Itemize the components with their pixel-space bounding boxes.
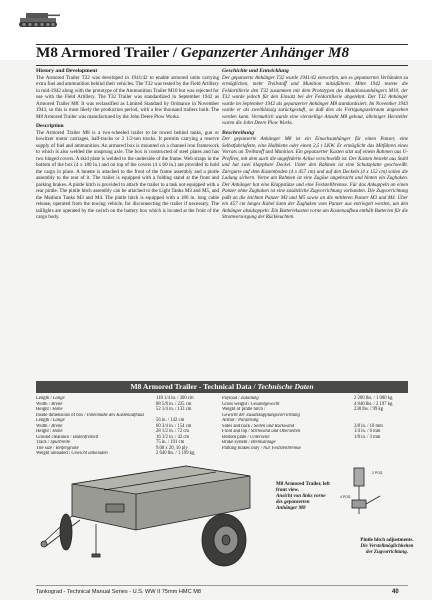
- spec-value: 9.00 x 20, 10 ply: [156, 445, 188, 451]
- spec-value: 238 lbs. / 99 kg: [354, 407, 384, 413]
- spec-value: 2 640 lbs. / 1 199 kg: [156, 451, 195, 457]
- spec-label: Payload / Zuladung: [222, 396, 259, 401]
- spec-label: Weight of pintle hitch /: [222, 407, 266, 413]
- beschreibung-text: Der gepanzerte Anhänger M8 ist ein Einachsanhänger für einen Panzer, eine Selbstfahrlafette, eine Halbkette oder einen 2,5 t LKW. Er ermöglicht das Mitführen eines Vorrats an Treibstoff und Munition. Ein gepanzerter Kasten sitzt auf einem Rahmen aus U-Profilen, mit dem auch die ungefederte Achse verschweißt ist. Der Kasten besteht aus Stahl und hat zwei klappbare Deckel. Unter den Rahmen ist eine Schutzplatte geschweißt. Zurrgurte auf dem Kastenboden (4 x 457 cm) und auf den Deckeln (4 x 152 cm) sollen die Ladung sichern. Vorne am Rahmen ist eine Zugöse angebracht und hinten ein Zughaken. Der Anhänger hat eine Klappstütze und eine Feststellbremse. Für das Ankuppeln an einen Panzer ohne Zughaken ist eine zusätzliche Zugvorrichtung vorhanden. Die Zugvorrichtung paßt an die leichten Panzer M3 und M5 sowie an die mittleren Panzer M3 und M4. Über ein 457 cm langes Kabel kann der Zughaken vom Panzer aus entriegelt werden, um den Anhänger abzukoppeln. Ein Batteriekasten vorne am Kastenaufbau enthält Batterien für die Stromversorgung der Rückleuchten.: [222, 136, 409, 220]
- spec-label: Armor / Panzerung: [222, 418, 259, 424]
- spec-label: Front and top / Stirnwand und Oberseiten: [222, 429, 301, 435]
- spec-label: Height / Höhe: [36, 429, 63, 435]
- spec-value: 60 3/4 in. / 154 cm: [156, 423, 192, 429]
- german-column: [222, 68, 408, 224]
- right-row: [222, 446, 408, 452]
- spec-label: Height / Höhe: [36, 407, 63, 413]
- svg-text:2 POS.: 2 POS.: [372, 471, 384, 475]
- spec-value: 52 1/4 in. / 133 cm: [156, 407, 192, 413]
- left-row: [36, 451, 218, 457]
- spec-value: 118 1/4 in. / 300 cm: [156, 396, 194, 401]
- trailer-drawing: [36, 460, 408, 572]
- spec-label: Width / Breite: [36, 423, 63, 429]
- spec-value: 2 200 lbs. / 1 000 kg: [354, 396, 393, 401]
- specs-right-table: [222, 396, 408, 451]
- spec-value: 56 in. / 142 cm: [156, 418, 185, 424]
- spec-label: Length / Länge: [36, 396, 65, 401]
- spec-value: 75 in. / 191 cm: [156, 440, 185, 446]
- spec-value: 1/8 in. / 3 mm: [354, 434, 381, 440]
- technical-data-bar: M8 Armored Trailer - Technical Data / Technische Daten: [36, 381, 408, 393]
- spec-label: Ground clearance / Bodenfreiheit: [36, 434, 99, 440]
- beschreibung-heading: Beschreibung: [222, 129, 255, 136]
- spec-label: Inside dimensions of box / Innenmaße des Kastenaufbaus: [36, 412, 145, 418]
- footer-text: Tankograd - Technical Manual Series - U.S. WW II 75mm HMC M8: [36, 589, 201, 595]
- pintle-hitch-illustration: [340, 468, 383, 514]
- spec-label: Bottom plate / Unterseite: [222, 434, 270, 440]
- footer-rule: [36, 585, 408, 586]
- svg-text:4 POS.: 4 POS.: [340, 495, 352, 499]
- spec-label: Gewicht der Zusatzkupplungsvorrichtung: [222, 412, 300, 418]
- page-number: 40: [392, 589, 399, 595]
- spec-label: Length / Länge: [36, 418, 65, 424]
- trailer-illustration: [41, 466, 250, 566]
- description-text: The Armored Trailer M8 is a two-wheeled trailer to be towed behind tanks, gun or howitzer motor carriages, half-tracks or 2 1/2-ton trucks. It permits carrying a reserve supply of fuel and ammunition. An armored box is mounted on a channel iron framework to which is also welded the unsprung axle. The box is constructed of steel plates and has two hinged covers. A skid plate is welded to the underside of the frame. Web straps in the bottom of the box (4 x 180 in.) and on top of the covers (4 x 60 in.) are provided to hold the cargo in place. A lunette is attached to the front of the frame assembly and a pintle assembly to the rear of it. The trailer is equipped with a folding stand at the front and parking brakes. A pintle hitch is provided to attach the trailer to a task not equipped with a rear pintle. The pintle hitch assembly can be attached to the Light Tanks M3 and M5, and the Medium Tanks M3 and M4. The pintle hitch is equipped with a 180 in. long cable release, operated from the towing vehicle, for disconnecting the trailer if necessary. The taillights are operated by the switch on the battery box which is located at the front of the cargo body.: [36, 129, 219, 220]
- spec-value: 3/8 in. / 10 mm: [354, 423, 383, 429]
- spec-value: 16 1/2 in. / 42 cm: [156, 434, 190, 440]
- spec-label: Parking brakes only / Nur Feststellbremse: [222, 445, 301, 451]
- spec-label: Brake system / Bremsanlage: [222, 440, 276, 446]
- title-bottom-rule: [36, 65, 408, 66]
- spec-label: Track / Spurbreite: [36, 440, 71, 446]
- pintle-caption: Pintle hitch adjustments. Die Verstellmöglichkeiten der Zugvorrichtung.: [360, 538, 414, 555]
- geschichte-heading: Geschichte und Entwicklung: [222, 68, 289, 74]
- spec-value: 1/4 in. / 6 mm: [354, 429, 381, 435]
- geschichte-text: Der gepanzerte Anhänger T32 wurde 1941/42 entworfen, um es gepanzerten Verbänden zu ermöglichen, mehr Treibstoff und Munition mitzuführen. Mitte 1942 testete die Feldartillerie den T32 zusammen mit dem Prototypen des Munitionsanhängers M10, der T32 wurde jedoch für den Einsatz bei der Feldartillerie abgelehnt. Der T32 Anhänger wurde im September 1942 als gepanzerter Anhänger M8 standardisiert. Im November 1943 wurde er als zweitklassig zurückgestuft, so daß dies als Fertigungszeitraum angesehen werden kann. Vermutlich wurde eine vierstellige Anzahl M8 gebaut, alleiniger Hersteller waren die John Deere Plow Works.: [222, 74, 408, 126]
- specs-left-table: [36, 396, 218, 457]
- spec-label: Gross weight / Gesamtgewicht: [222, 401, 280, 407]
- spec-label: Tire size / Reifengröße: [36, 445, 79, 451]
- description-heading: Description: [36, 123, 64, 129]
- spec-label: Width / Breite: [36, 401, 63, 407]
- spec-label: Sides and back / Seiten und Rückwand: [222, 423, 295, 429]
- tank-logo-icon: [18, 5, 62, 29]
- spec-label: Weight unloaded / Gewicht unbeladen: [36, 451, 108, 457]
- english-column: [36, 68, 219, 224]
- spec-value: 28 1/2 in. / 72 cm: [156, 429, 190, 435]
- spec-value: [354, 446, 408, 452]
- spec-value: 88 5/8 in. / 225 cm: [156, 401, 192, 407]
- page-title: M8 Armored Trailer / Gepanzerter Anhänger M8: [36, 44, 350, 61]
- spec-value: 4 840 lbs. / 2 197 kg: [354, 401, 393, 407]
- trailer-caption: M8 Armored Trailer, left front view. Ansicht von links vorne des gepanzerten Anhänger M8: [276, 481, 330, 512]
- history-text: The Armored Trailer T32 was developed in 1941/42 to enable armored units carrying extra fuel and ammunition behind their vehicles. The T32 was tested by the Field Artillery in mid-1942 along with the prototype of the Ammunition Trailer M10 but was rejected for use with the Field Artillery. The T32 Trailer was standardized in September 1942 as Armored Trailer M8. It was reclassified as Limited Standard by Ordnance in November 1943, so this is most likely the production period, with a few thousand trailers built. The M8 Armored Trailer was manufactured by the John Deere Plow Works.: [36, 74, 219, 120]
- history-heading: History and Development: [36, 68, 98, 74]
